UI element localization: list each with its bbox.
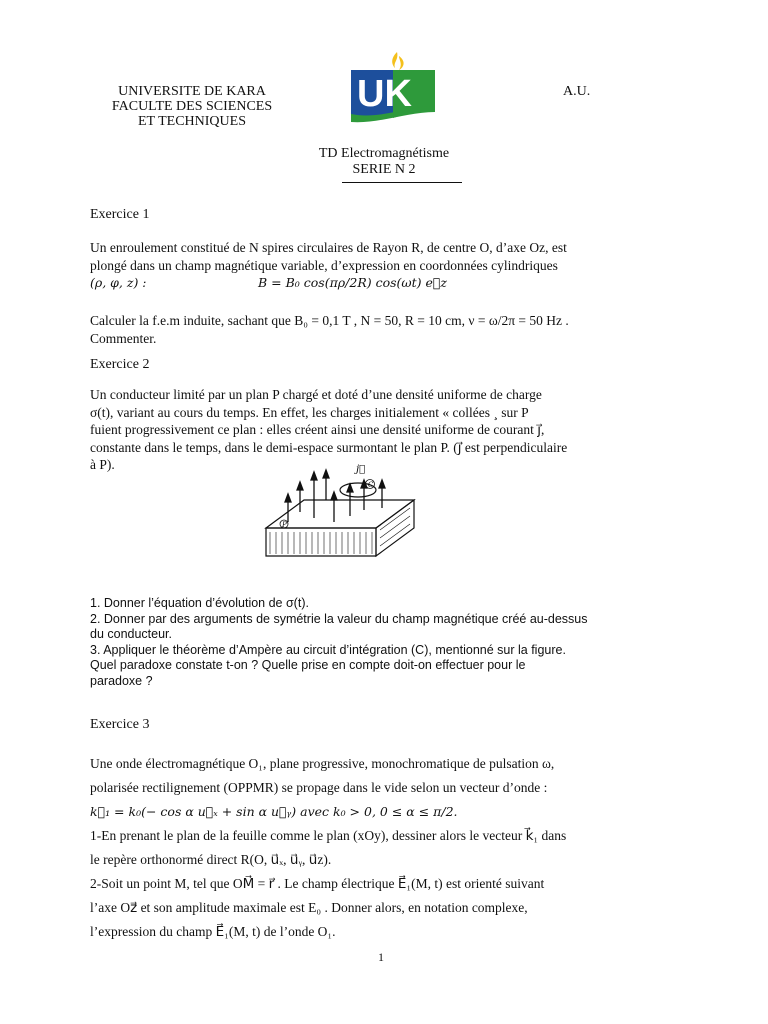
ex1-line-2: plongé dans un champ magnétique variable, d’expression en coordonnées cylindriques <box>90 257 558 273</box>
ex3-line-1: Une onde électromagnétique O₁, plane progressive, monochromatique de pulsation ω, <box>90 756 555 771</box>
ex3-question-2c: l’expression du champ E⃗₁(M, t) de l’onde O₁. <box>90 924 336 939</box>
ex1-line-5: Commenter. <box>90 330 157 346</box>
document-title <box>250 146 518 178</box>
ex3-question-1b: le repère orthonormé direct R(O, u⃗ₓ, u⃗ᵧ, u⃗z). <box>90 852 332 867</box>
faculty-name: FACULTE DES SCIENCES <box>111 99 273 114</box>
ex3-question-2b: l’axe Oz⃗ et son amplitude maximale est E₀ . Donner alors, en notation complexe, <box>90 900 528 915</box>
exercise-1-question <box>90 312 678 347</box>
institution-header <box>92 84 292 129</box>
university-logo <box>349 50 437 124</box>
exercise-1-heading: Exercice 1 <box>90 207 150 222</box>
ex2-question-2b: du conducteur. <box>90 627 173 641</box>
ex1-coords: (ρ, φ, z) : <box>90 275 147 290</box>
ex2-question-1: 1. Donner l’équation d’évolution de σ(t). <box>90 596 309 610</box>
ex3-question-2a: 2-Soit un point M, tel que OM⃗ = r⃗ . Le champ électrique E⃗₁(M, t) est orienté suivant <box>90 876 545 891</box>
university-name: UNIVERSITE DE KARA <box>118 84 266 99</box>
exercise-2-questions <box>90 596 680 689</box>
ex2-line-5: à P). <box>90 457 115 472</box>
title-line-2: SERIE N 2 <box>352 162 416 177</box>
ex1-line-1: Un enroulement constitué de N spires circulaires de Rayon R, de centre O, d’axe Oz, est <box>90 240 567 255</box>
page-number: 1 <box>378 950 384 964</box>
title-line-1: TD Electromagnétisme <box>318 146 450 161</box>
ex1-field-expression: B = B₀ cos(πρ/2R) cos(ωt) e⃗z <box>258 275 447 290</box>
faculty-name-2: ET TECHNIQUES <box>138 114 246 129</box>
ex3-wave-vector: k⃗₁ = k₀(− cos α u⃗ₓ + sin α u⃗ᵧ) avec k₀ > 0, 0 ≤ α ≤ π/2. <box>90 804 458 819</box>
ex2-line-4: constante dans le temps, dans le demi-espace surmontant le plan P. (j⃗ est perpendiculaire <box>90 439 568 455</box>
title-underline <box>342 182 462 183</box>
loop-label: C <box>368 481 374 489</box>
plane-label: P <box>282 521 287 529</box>
ex2-question-3a: 3. Appliquer le théorème d’Ampère au circuit d’intégration (C), mentionné sur la figure. <box>90 642 566 657</box>
ex2-question-3c: paradoxe ? <box>90 673 153 688</box>
ex1-line-4: Calculer la f.e.m induite, sachant que B₀ = 0,1 T , N = 50, R = 10 cm, ν = ω/2π = 50 Hz . <box>90 313 569 328</box>
conductor-figure <box>264 460 424 560</box>
exercise-2-heading: Exercice 2 <box>90 357 150 372</box>
current-density-label: j⃗ <box>356 464 366 475</box>
ex2-line-2: σ(t), variant au cours du temps. En effet, les charges initialement « collées ¸ sur P <box>90 404 529 420</box>
ex2-question-2a: 2. Donner par des arguments de symétrie la valeur du champ magnétique créé au-dessus <box>90 611 588 626</box>
exercise-3-text <box>90 752 678 944</box>
ex1-line-3 <box>90 274 678 294</box>
ex2-question-3b: Quel paradoxe constate t-on ? Quelle prise en compte doit-on effectuer pour le <box>90 658 526 672</box>
ex3-question-1a: 1-En prenant le plan de la feuille comme le plan (xOy), dessiner alors le vecteur k⃗₁ dans <box>90 828 567 843</box>
ex2-line-1: Un conducteur limité par un plan P chargé et doté d’une densité uniforme de charge <box>90 387 542 402</box>
ex2-line-3: fuient progressivement ce plan : elles créent ainsi une densité uniforme de courant j⃗, <box>90 422 545 437</box>
logo-letters: UK <box>357 73 412 115</box>
exercise-1-text <box>90 239 678 294</box>
academic-year-label: A.U. <box>563 84 591 99</box>
exercise-3-heading: Exercice 3 <box>90 717 150 732</box>
ex3-line-2: polarisée rectilignement (OPPMR) se propage dans le vide selon un vecteur d’onde : <box>90 780 548 795</box>
